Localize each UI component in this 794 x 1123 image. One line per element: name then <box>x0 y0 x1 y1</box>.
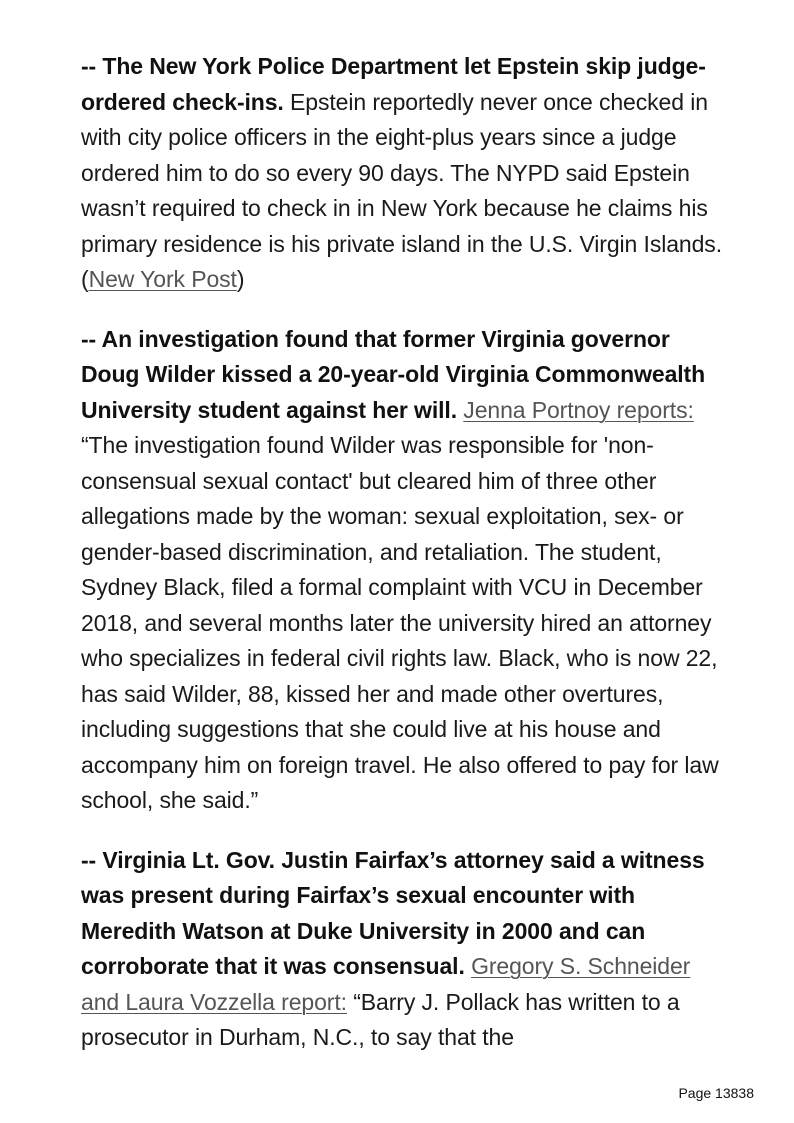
body-text: “The investigation found Wilder was responsible for 'non-consensual sexual contact' but cleared him of three other allegations made by the woman: sexual exploitation, sex- or gender-based discrimination, and retaliation. The student, Sydney Black, filed a formal complaint with VCU in December 2018, and several months later the university hired an attorney who specializes in federal civil rights law. Black, who is now 22, has said Wilder, 88, kissed her and made other overtures, including suggestions that she could live at his house and accompany him on foreign travel. He also offered to pay for law school, she said.” <box>81 432 719 813</box>
headline: -- An investigation found that former Virginia governor Doug Wilder kissed a 20-year-old Virginia Commonwealth University student against her will. <box>81 325 706 423</box>
source-link-new-york-post[interactable]: New York Post <box>88 266 237 292</box>
news-item-wilder-investigation <box>81 322 731 819</box>
document-page <box>81 49 731 1084</box>
source-link-schneider-vozzella[interactable]: Gregory S. Schneider and Laura Vozzella report: <box>81 953 691 1015</box>
body-text: “Barry J. Pollack has written to a prosecutor in Durham, N.C., to say that the <box>81 988 680 1050</box>
source-link-jenna-portnoy[interactable]: Jenna Portnoy reports: <box>463 396 694 423</box>
closing-paren: ) <box>236 266 245 292</box>
news-item-fairfax-witness <box>81 843 731 1056</box>
body-text: Epstein reportedly never once checked in with city police officers in the eight-plus years since a judge ordered him to do so every 90 days. The NYPD said Epstein wasn’t required to check in in New York because he claims his primary residence is his private island in the U.S. Virgin Islands. ( <box>81 88 722 292</box>
page-number: Page 13838 <box>678 1085 754 1101</box>
news-item-epstein-nypd <box>81 49 731 298</box>
headline: -- The New York Police Department let Epstein skip judge-ordered check-ins. <box>81 53 706 115</box>
headline: -- Virginia Lt. Gov. Justin Fairfax’s attorney said a witness was present during Fairfax’s sexual encounter with Meredith Watson at Duke University in 2000 and can corroborate that it was consensual. <box>81 846 705 979</box>
